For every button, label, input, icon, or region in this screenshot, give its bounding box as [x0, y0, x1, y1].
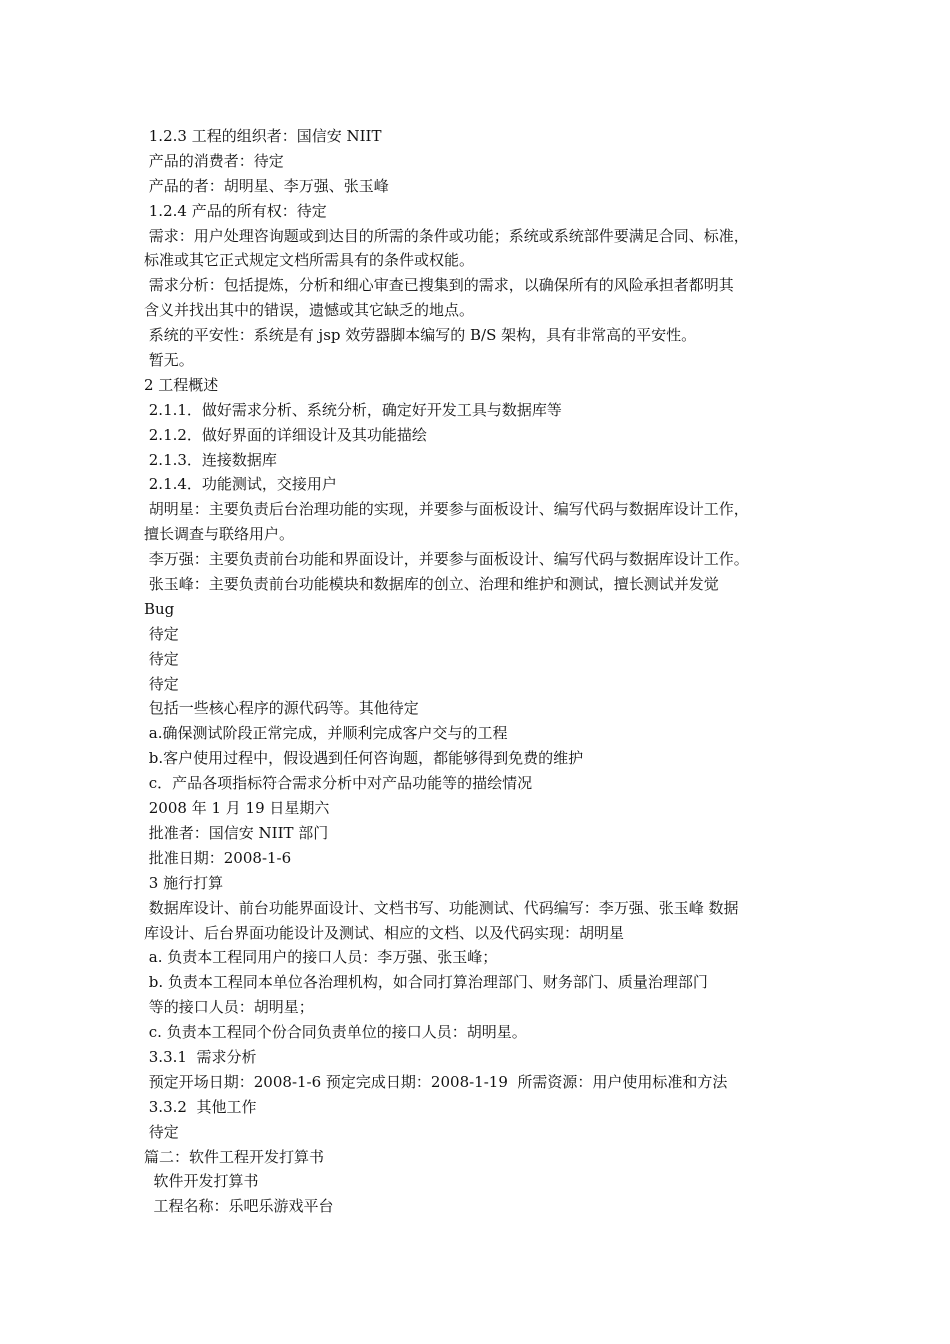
text-line: 批准日期：2008-1-6: [144, 848, 292, 867]
text-line: 2 工程概述: [144, 375, 219, 394]
text-line: 张玉峰：主要负责前台功能模块和数据库的创立、治理和维护和测试，擅长测试并发觉: [144, 575, 719, 594]
text-line: 批准者：国信安 NIIT 部门: [144, 823, 329, 842]
text-line: a.确保测试阶段正常完成，并顺利完成客户交与的工程: [144, 724, 508, 743]
text-line: 2.1.3．连接数据库: [144, 450, 277, 469]
text-line: 软件开发打算书: [144, 1172, 259, 1191]
text-line: 预定开场日期：2008-1-6 预定完成日期：2008-1-19 所需资源：用户使用标准和方法: [144, 1072, 728, 1091]
text-line: 擅长调查与联络用户。: [144, 525, 295, 544]
text-line: 含义并找出其中的错误，遗憾或其它缺乏的地点。: [144, 301, 475, 320]
text-line: b.客户使用过程中，假设遇到任何咨询题，都能够得到免费的维护: [144, 749, 584, 768]
text-line: 产品的者：胡明星、李万强、张玉峰: [144, 176, 389, 195]
text-line: 待定: [144, 649, 179, 668]
text-line: 2008 年 1 月 19 日星期六: [144, 799, 330, 818]
text-line: 胡明星：主要负责后台治理功能的实现，并要参与面板设计、编写代码与数据库设计工作，: [144, 500, 749, 519]
text-line: 3 施行打算: [144, 873, 224, 892]
text-line: 2.1.1．做好需求分析、系统分析，确定好开发工具与数据库等: [144, 400, 562, 419]
text-line: 工程名称：乐吧乐游戏平台: [144, 1197, 334, 1216]
text-line: 待定: [144, 624, 179, 643]
text-line: 篇二：软件工程开发打算书: [144, 1147, 325, 1166]
text-line: 3.3.1 需求分析: [144, 1047, 257, 1066]
text-line: 库设计、后台界面功能设计及测试、相应的文档、以及代码实现：胡明星: [144, 923, 625, 942]
text-line: 1.2.4 产品的所有权：待定: [144, 201, 327, 220]
text-line: a. 负责本工程同用户的接口人员：李万强、张玉峰；: [144, 948, 498, 967]
text-line: c．产品各项指标符合需求分析中对产品功能等的描绘情况: [144, 774, 533, 793]
text-line: 产品的消费者：待定: [144, 151, 284, 170]
document-body: [144, 124, 824, 1219]
text-line: 3.3.2 其他工作: [144, 1097, 257, 1116]
text-line: 需求分析：包括提炼，分析和细心审查已搜集到的需求，以确保所有的风险承担者都明其: [144, 276, 734, 295]
text-line: 系统的平安性：系统是有 jsp 效劳器脚本编写的 B/S 架构，具有非常高的平安性。: [144, 326, 697, 345]
text-line: 包括一些核心程序的源代码等。其他待定: [144, 699, 419, 718]
text-line: 数据库设计、前台功能界面设计、文档书写、功能测试、代码编写：李万强、张玉峰 数据: [144, 898, 739, 917]
text-line: 待定: [144, 1122, 179, 1141]
text-line: Bug: [144, 599, 175, 618]
text-line: 待定: [144, 674, 179, 693]
text-line: 等的接口人员：胡明星；: [144, 998, 314, 1017]
text-line: 2.1.2．做好界面的详细设计及其功能描绘: [144, 425, 427, 444]
text-line: 标准或其它正式规定文档所需具有的条件或权能。: [144, 251, 475, 270]
text-line: 1.2.3 工程的组织者：国信安 NIIT: [144, 127, 382, 145]
text-line: 李万强：主要负责前台功能和界面设计，并要参与面板设计、编写代码与数据库设计工作。: [144, 550, 749, 569]
text-line: b. 负责本工程同本单位各治理机构，如合同打算治理部门、财务部门、质量治理部门: [144, 973, 708, 992]
text-line: 暂无。: [144, 351, 194, 370]
text-line: 需求：用户处理咨询题或到达目的所需的条件或功能；系统或系统部件要满足合同、标准，: [144, 226, 749, 245]
text-line: c. 负责本工程同个份合同负责单位的接口人员：胡明星。: [144, 1023, 527, 1042]
text-line: 2.1.4．功能测试，交接用户: [144, 475, 337, 494]
